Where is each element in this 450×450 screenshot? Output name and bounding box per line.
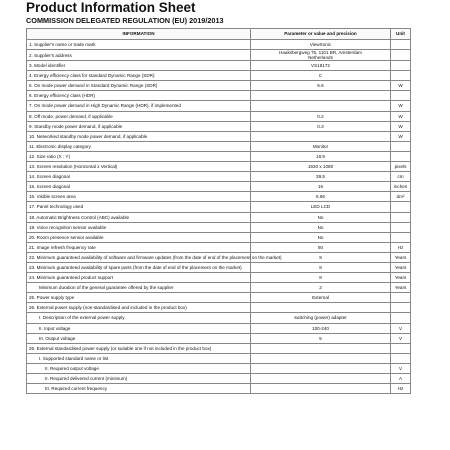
table-row [27, 343, 411, 353]
row-value [251, 353, 391, 363]
row-value: 6.6 [251, 81, 391, 91]
row-label: 18. Automatic Brightness Control (ABC) available [27, 212, 251, 222]
table-row [27, 323, 411, 333]
row-label: II. Required output voltage [27, 363, 251, 373]
row-value [251, 363, 391, 373]
row-label: III. Output voltage [27, 333, 251, 343]
table-row [27, 101, 411, 111]
table-row [27, 40, 411, 50]
row-value: 6.66 [251, 192, 391, 202]
row-value: 39.5 [251, 172, 391, 182]
information-table [26, 28, 411, 394]
row-label: 9. Standby mode power demand, if applicable [27, 121, 251, 131]
row-unit: Years [391, 273, 411, 283]
table-row [27, 313, 411, 323]
table-row [27, 131, 411, 141]
row-label: 4. Energy efficiency class for standard Dynamic Range (SDR) [27, 71, 251, 81]
row-unit: V [391, 363, 411, 373]
row-label: 1. Supplier's name or trade mark [27, 40, 251, 50]
row-value: 100-240 [251, 323, 391, 333]
row-value: 0.2 [251, 111, 391, 121]
row-value [251, 91, 391, 101]
row-label: 8. Off mode, power demand, if applicable [27, 111, 251, 121]
row-value: No [251, 212, 391, 222]
row-unit [391, 151, 411, 161]
table-row [27, 172, 411, 182]
table-row [27, 283, 411, 293]
table-row [27, 141, 411, 151]
table-row [27, 91, 411, 101]
table-row [27, 151, 411, 161]
row-value: Haaksbergweg 75, 1101 BR, Amsterdam Netherlands [251, 50, 391, 61]
row-unit: Hz [391, 384, 411, 394]
table-body [27, 40, 411, 394]
row-unit [391, 71, 411, 81]
row-unit [391, 61, 411, 71]
row-label: 19. Voice recognition sensor available [27, 222, 251, 232]
row-value: ViewSonic [251, 40, 391, 50]
table-row [27, 363, 411, 373]
row-label: 12. Size ratio (X : Y) [27, 151, 251, 161]
row-label: 24. Minimum guaranteed product support [27, 273, 251, 283]
row-value: 16:9 [251, 151, 391, 161]
row-label: 21. Image refresh frequency rate [27, 242, 251, 252]
row-label: 17. Panel technology used [27, 202, 251, 212]
row-value: 60 [251, 242, 391, 252]
row-value: No [251, 232, 391, 242]
table-row [27, 162, 411, 172]
row-value: 1920 x 1080 [251, 162, 391, 172]
row-unit: A [391, 374, 411, 384]
row-label: 15. Screen diagonal [27, 182, 251, 192]
row-unit: V [391, 323, 411, 333]
row-label: 3. Model identifier [27, 61, 251, 71]
row-label: 13. Screen resolution (Horizontal x Vertical) [27, 162, 251, 172]
row-label: I. Supported standard name or list [27, 353, 251, 363]
row-value: 5 [251, 333, 391, 343]
row-value [251, 303, 391, 313]
row-label: 16. Visible screen area [27, 192, 251, 202]
row-label: 7. On mode power demand in High Dynamic Range (HDR), if implemented [27, 101, 251, 111]
table-row [27, 374, 411, 384]
row-unit [391, 91, 411, 101]
row-unit [391, 353, 411, 363]
row-value: VS18172 [251, 61, 391, 71]
row-unit [391, 50, 411, 61]
row-value: Monitor [251, 141, 391, 151]
row-label: II. Input voltage [27, 323, 251, 333]
row-label: 2. Supplier's address [27, 50, 251, 61]
row-value [251, 131, 391, 141]
table-row [27, 242, 411, 252]
row-label: III. Required current frequency [27, 384, 251, 394]
row-value [251, 384, 391, 394]
row-unit: inches [391, 182, 411, 192]
row-label: 11. Electronic display category [27, 141, 251, 151]
row-label: 25. Power supply type [27, 293, 251, 303]
row-value: switching (power) adapter [251, 313, 391, 323]
row-value [251, 343, 391, 353]
row-label: II. Required delivered current (minimum) [27, 374, 251, 384]
table-row [27, 303, 411, 313]
row-unit [391, 212, 411, 222]
row-unit: W [391, 131, 411, 141]
row-label: 26. External power supply (non-standardised and included in the product box) [27, 303, 251, 313]
table-row [27, 232, 411, 242]
table-row [27, 111, 411, 121]
row-value [251, 101, 391, 111]
row-unit [391, 222, 411, 232]
row-unit [391, 293, 411, 303]
row-unit: W [391, 111, 411, 121]
table-row [27, 273, 411, 283]
row-unit: W [391, 101, 411, 111]
table-row [27, 121, 411, 131]
table-row [27, 71, 411, 81]
row-label: 23. Minimum guaranteed availability of spare parts (from the date of end of the placement on the market) [27, 262, 251, 272]
row-value: 8 [251, 262, 391, 272]
row-label: 26. External standardised power supply (or suitable one if not included in the product box) [27, 343, 251, 353]
row-unit: Years [391, 283, 411, 293]
header-unit: Unit [391, 29, 411, 40]
row-label: 5. On mode power demand in Standard Dynamic Range (SDR) [27, 81, 251, 91]
row-unit [391, 141, 411, 151]
regulation-subtitle: COMMISSION DELEGATED REGULATION (EU) 2019/2013 [26, 16, 224, 25]
row-value: 0.3 [251, 121, 391, 131]
table-row [27, 353, 411, 363]
table-row [27, 252, 411, 262]
table-header-row [27, 29, 411, 40]
row-unit [391, 202, 411, 212]
row-unit [391, 232, 411, 242]
row-label: 22. Minimum guaranteed availability of software and firmware updates (from the date of end of the placement on the market) [27, 252, 251, 262]
row-unit: V [391, 333, 411, 343]
table-row [27, 61, 411, 71]
header-information: INFORMATION [27, 29, 251, 40]
row-unit: dm² [391, 192, 411, 202]
row-value: C [251, 71, 391, 81]
table-row [27, 192, 411, 202]
table-row [27, 182, 411, 192]
row-label: 6. Energy efficiency class (HDR) [27, 91, 251, 101]
page-title: Product Information Sheet [26, 0, 196, 15]
row-unit: Hz [391, 242, 411, 252]
row-unit [391, 313, 411, 323]
row-label: I. Description of the external power supply [27, 313, 251, 323]
row-unit [391, 343, 411, 353]
row-unit: Years [391, 252, 411, 262]
table-row [27, 384, 411, 394]
table-row [27, 81, 411, 91]
row-unit: W [391, 81, 411, 91]
row-value: LED LCD [251, 202, 391, 212]
table-row [27, 50, 411, 61]
row-unit [391, 40, 411, 50]
row-unit: cm [391, 172, 411, 182]
row-value: 9 [251, 252, 391, 262]
row-value [251, 374, 391, 384]
row-label: 14. Screen diagonal [27, 172, 251, 182]
table-row [27, 293, 411, 303]
row-label: Minimum duration of the general guarantee offered by the supplier [27, 283, 251, 293]
table-row [27, 262, 411, 272]
row-unit: W [391, 121, 411, 131]
row-value: 16 [251, 182, 391, 192]
table-row [27, 333, 411, 343]
table-row [27, 202, 411, 212]
row-label: 10. Networked standby mode power demand, if applicable [27, 131, 251, 141]
row-value: External [251, 293, 391, 303]
row-unit: pixels [391, 162, 411, 172]
row-unit [391, 303, 411, 313]
table-row [27, 222, 411, 232]
row-value: No [251, 222, 391, 232]
row-unit: Years [391, 262, 411, 272]
table-row [27, 212, 411, 222]
header-parameter: Parameter or value and precision [251, 29, 391, 40]
row-value: 2 [251, 283, 391, 293]
row-value: 8 [251, 273, 391, 283]
row-label: 20. Room presence sensor available [27, 232, 251, 242]
